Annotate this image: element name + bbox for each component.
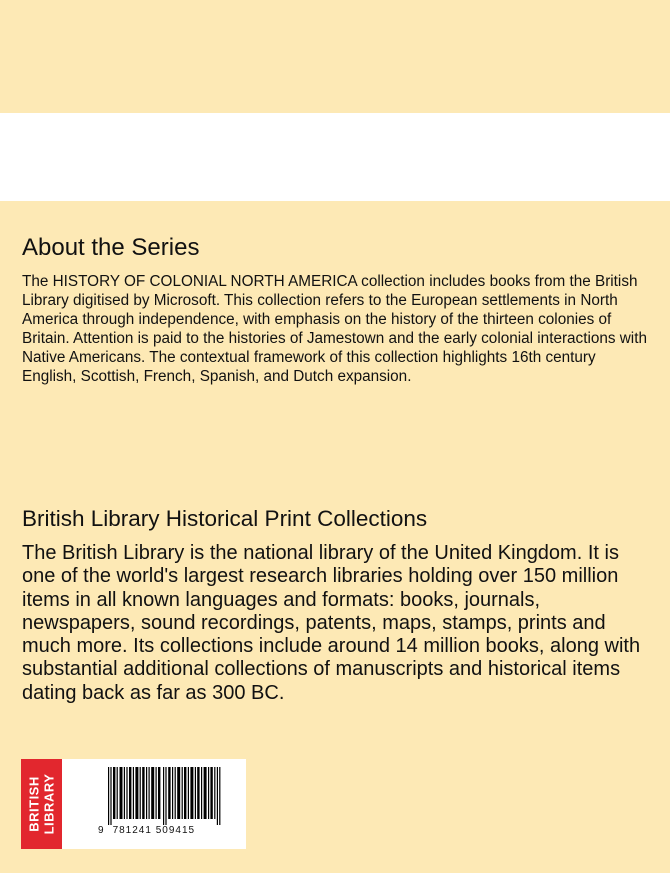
logo-line-library: LIBRARY [41,773,57,835]
barcode-number [98,825,233,836]
white-band [0,113,670,201]
collections-text: The British Library is the national library of the United Kingdom. It is one of the world's largest research libraries holding over 150 million items in all known languages and formats: books, journals, newspapers, sound recordings, patents, maps, stamps, prints and much more. Its collections include around 14 million books, along with substantial additional collections of manuscripts and historical items dating back as far as 300 BC. [22,542,641,704]
barcode-digits: 781241 509415 [112,825,196,836]
about-series-text: The HISTORY OF COLONIAL NORTH AMERICA collection includes books from the British Library digitised by Microsoft. This collection refers to the European settlements in North America through independence, with emphasis on the history of the thirteen colonies of Britain. Attention is paid to the histories of Jamestown and the early colonial interactions with Native Americans. The contextual framework of this collection highlights 16th century English, Scottish, French, Spanish, and Dutch expansion. [22,273,647,385]
barcode-lead-digit: 9 [98,825,105,836]
logo-line-british: BRITISH [26,776,42,832]
collections-heading: British Library Historical Print Collections [22,506,428,531]
about-series-heading: About the Series [22,234,200,261]
british-library-logo [21,759,62,849]
barcode-icon [108,767,228,825]
logo-text [27,774,57,835]
